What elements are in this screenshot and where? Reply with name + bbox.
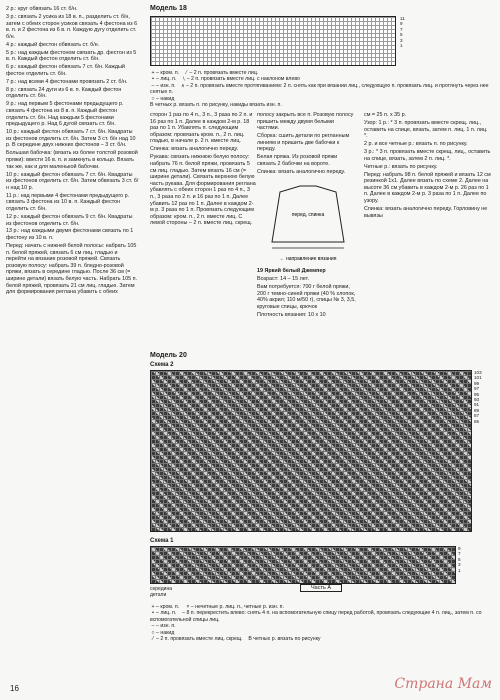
paragraph: 2 р. и все четные р.: вязать п. по рисунку. bbox=[364, 141, 468, 148]
paragraph: 3 р.: связать 2 усика из 18 в. п., разделить ст. б/н, затем с обеих сторон усиков связать 4 фестона из 6 в. п. и 2 фестона из 6 в. п. Каждую дугу отделить ст. б/н. bbox=[6, 13, 138, 40]
paragraph: сторон 1 раз по 4 п., 3 п., 3 раза по 2 п. и 16 раз по 1 п. Далее в каждом 2-м р. 18 раз по 1 п. Убавлять п. следующим образом: провязать кром. п., 2 п. лиц. гладью, в начале р. 2 п. вместе лиц. bbox=[150, 112, 253, 145]
paragraph: см = 25 п. х 35 р. bbox=[364, 112, 407, 118]
model-20-legend: +– кром. п. ×– нечетные р. лиц. п., четные р. изн. п. ▪ – лиц. п. – 8 п. перекрестить влево: снять 4 п. на вспомогательную спицу перед работой, провязать следующие 4 п. лиц., затем п. со вспомогательной спицы лиц. – – изн. п. ○– накид ⁄ – 2 п. провязать вместе лиц. скрещ. В четных р. вязать по рисунку bbox=[150, 604, 482, 643]
model-18-chart bbox=[150, 16, 396, 66]
schema-1-label: Схема 1 bbox=[150, 538, 174, 544]
paragraph: 6 р.: каждый фестон обвязать 7 ст. б/н. Каждый фестон отделить ст. б/н. bbox=[6, 64, 125, 77]
paragraph: 9 р.: над первым 5 фестонами предыдущего р. связать 4 фестона из 8 в. п. Каждый фестон отделить ст. б/н. Над каждым 5 фестонами предыдущего р. Над 6 дугой связать ст. б/н. bbox=[6, 101, 124, 128]
schema-2-chart bbox=[150, 370, 472, 532]
watermark: Страна Мам bbox=[394, 676, 492, 692]
paragraph: 2 р.: круг обвязать 16 ст. б/н. bbox=[6, 6, 78, 12]
text-column-4 bbox=[364, 112, 492, 221]
paragraph: Спинка: вязать аналогично переду. Горловину не вывязы bbox=[364, 206, 488, 219]
text-column-3b bbox=[257, 268, 356, 320]
direction-caption: ← направление вязания bbox=[279, 256, 337, 262]
sweater-shape-diagram bbox=[260, 182, 356, 268]
model-18-row-numbers: 11 9 7 5 3 1 bbox=[400, 16, 405, 49]
paragraph: 12 р.: каждый фестон обвязать 9 ст. б/н. Квадраты из фестонов отделить ст. б/н. bbox=[6, 213, 133, 227]
paragraph: Сборка: сшить детали по регланным линиям и пришить две бабочки к переду. bbox=[257, 133, 350, 153]
paragraph: 7 р.: над всеми 4 фестонами провязать 2 ст. б/н. bbox=[6, 78, 128, 85]
page-number: 16 bbox=[10, 684, 19, 693]
paragraph: Перед: набрать 98 п. белой пряжей и вязать 12 см резинкой 1х1. Далее вязать по схеме 2. Далее на высоте 36 см убавить в каждом 2-м р. 26 раз по 1 п. Далее в каждом 2-м р. 3 раза по 1 п. Далее по узору. bbox=[364, 171, 491, 205]
paragraph: Белая пряжа. Из розовой пряжи связать 2 бабочки на вороте. bbox=[257, 154, 338, 167]
paragraph: 11 р.: над первыми 4 фестонами предыдущего р. связать 3 фестона из 10 в. п. Каждый фестон отделить ст. б/н. bbox=[6, 192, 130, 212]
paragraph: Спинка: вязать аналогично переду. bbox=[257, 168, 346, 175]
paragraph: Рукава: связать нижнюю белую полосу: набрать 76 п. белой пряжи, провязать 5 см лиц. гладью. Затем вязать 16 см (= ширине детали). Связать верхнюю белую часть рукава. Для формирования реглана убавлять с обеих сторон 1 раз по 4 п., 3 п., 3 раза по 2 п. и 16 раз по 1 п. Далее убавить 12 раз по 1 п. Далее в каждом 2-м р. 3 раза по 1 п. Провязать следующим образом: кром. п., 2 п. вместе лиц. С левой стороны – 2 п. вместе лиц. скрещ. bbox=[150, 154, 256, 227]
model-18-title: Модель 18 bbox=[150, 5, 187, 12]
schema-1-row-numbers: 9 7 5 3 1 bbox=[458, 546, 461, 573]
paragraph: 4 р.: каждый фестон обвязать ст. б/н. bbox=[6, 41, 100, 48]
text-column-3 bbox=[257, 112, 356, 177]
model-18-legend: +– кром. п. ⁄ – 2 п. провязать вместе лиц. ▪ – лиц. п. ∖– 2 п. провязать вместе лиц. с наклоном влево – – изн. п. ∧– 2 п. провязать вместе протягиванием: 2 п. снять как при вязании лиц., следующую п. провязать лиц. и протянуть через нее снятые п. ○– накид В четных р. вязать п. по рисунку, накиды вязать изн. п. bbox=[150, 70, 489, 109]
shape-label: перед, спинка bbox=[291, 212, 325, 218]
schema-1-chart bbox=[150, 546, 456, 584]
model-20-title: Модель 20 bbox=[150, 352, 187, 359]
paragraph: Возраст: 14 – 15 лет. bbox=[257, 275, 309, 282]
paragraph: полосу закрыть все п. Розовую полосу пришить между двумя белыми частями. bbox=[257, 112, 354, 132]
paragraph: Перед: начать с нижней белой полосы: набрать 105 п. белой пряжей, связать 6 см лиц. гладью и перейти на вязание розовой пряжей. Связать розовую полосу: набрать 39 п. бледно-розовой пряжи, вязать в середине гладью. После 36 см (= ширине детали) вязать белую часть. Набрать 105 п. белой пряжей, провязать 21 см лиц. гладью. Затем для формирования реглана убавить с обеих bbox=[6, 243, 138, 296]
paragraph: 3 р.: * 3 п. провязать вместе скрещ. лиц., оставить на спице, вязать, затем 2 п. лиц. *. bbox=[364, 149, 491, 162]
middle-label: середина детали bbox=[150, 586, 172, 598]
paragraph: 5 р.: над каждым фестоном связать др. фестон из 5 в. п. Каждый фестон отделить ст. б/н. bbox=[6, 49, 137, 63]
part-a-label: Часть А bbox=[300, 584, 342, 592]
paragraph: 10 р.: каждый фестон обвязать 7 ст. б/н. Квадраты из фестонов отделить ст. б/н. Затем 3 ст. б/н над 10 р. В середине двух нижних фестонов – 3 ст. б/н. bbox=[6, 129, 136, 149]
paragraph: 13 р.: над каждыми двумя фестонами связать по 1 фестону из 10 в. п. bbox=[6, 228, 134, 242]
paragraph: 8 р.: связать 24 дуги из 6 в. п. Каждый фестон отделить ст. б/н. bbox=[6, 86, 122, 100]
schema-2-row-numbers: 103 101 99 97 95 93 91 89 87 85 bbox=[474, 370, 482, 424]
paragraph: 10 р.: каждый фестон обвязать 7 ст. б/н. Квадраты из фестонов отделить ст. б/н. Затем обвязать 3 ст. б/н над 10 р. bbox=[6, 171, 139, 191]
paragraph: Спинка: вязать аналогично переду. bbox=[150, 146, 239, 153]
paragraph: Четные р.: вязать по рисунку. bbox=[364, 163, 438, 170]
text-column-1 bbox=[6, 6, 139, 297]
paragraph: Узор: 1 р.: * 3 п. провязать вместе скрещ. лиц., оставить на спице, вязать, затем п. лиц. 1 п. лиц. *. bbox=[364, 119, 488, 140]
schema-2-label: Схема 2 bbox=[150, 362, 174, 368]
paragraph: Плотность вязания: 10 х 10 bbox=[257, 311, 326, 318]
paragraph: Вам потребуется: 700 г белой пряжи, 200 г темно-синей пряжи (40 % хлопок, 40% акрил; 110 м/50 г), спицы № 3, 3,5, круговые спицы, крючок bbox=[257, 283, 356, 310]
model-19-title: 19 Яркий белый Джемпер bbox=[257, 268, 326, 274]
text-column-2 bbox=[150, 112, 257, 228]
paragraph: Большая бабочка: (вязать из более толстой розовой пряжи): ввести 16 в. п. и замкнуть в кольцо. Вязать так же, как и для маленькой бабочки. bbox=[6, 150, 138, 170]
